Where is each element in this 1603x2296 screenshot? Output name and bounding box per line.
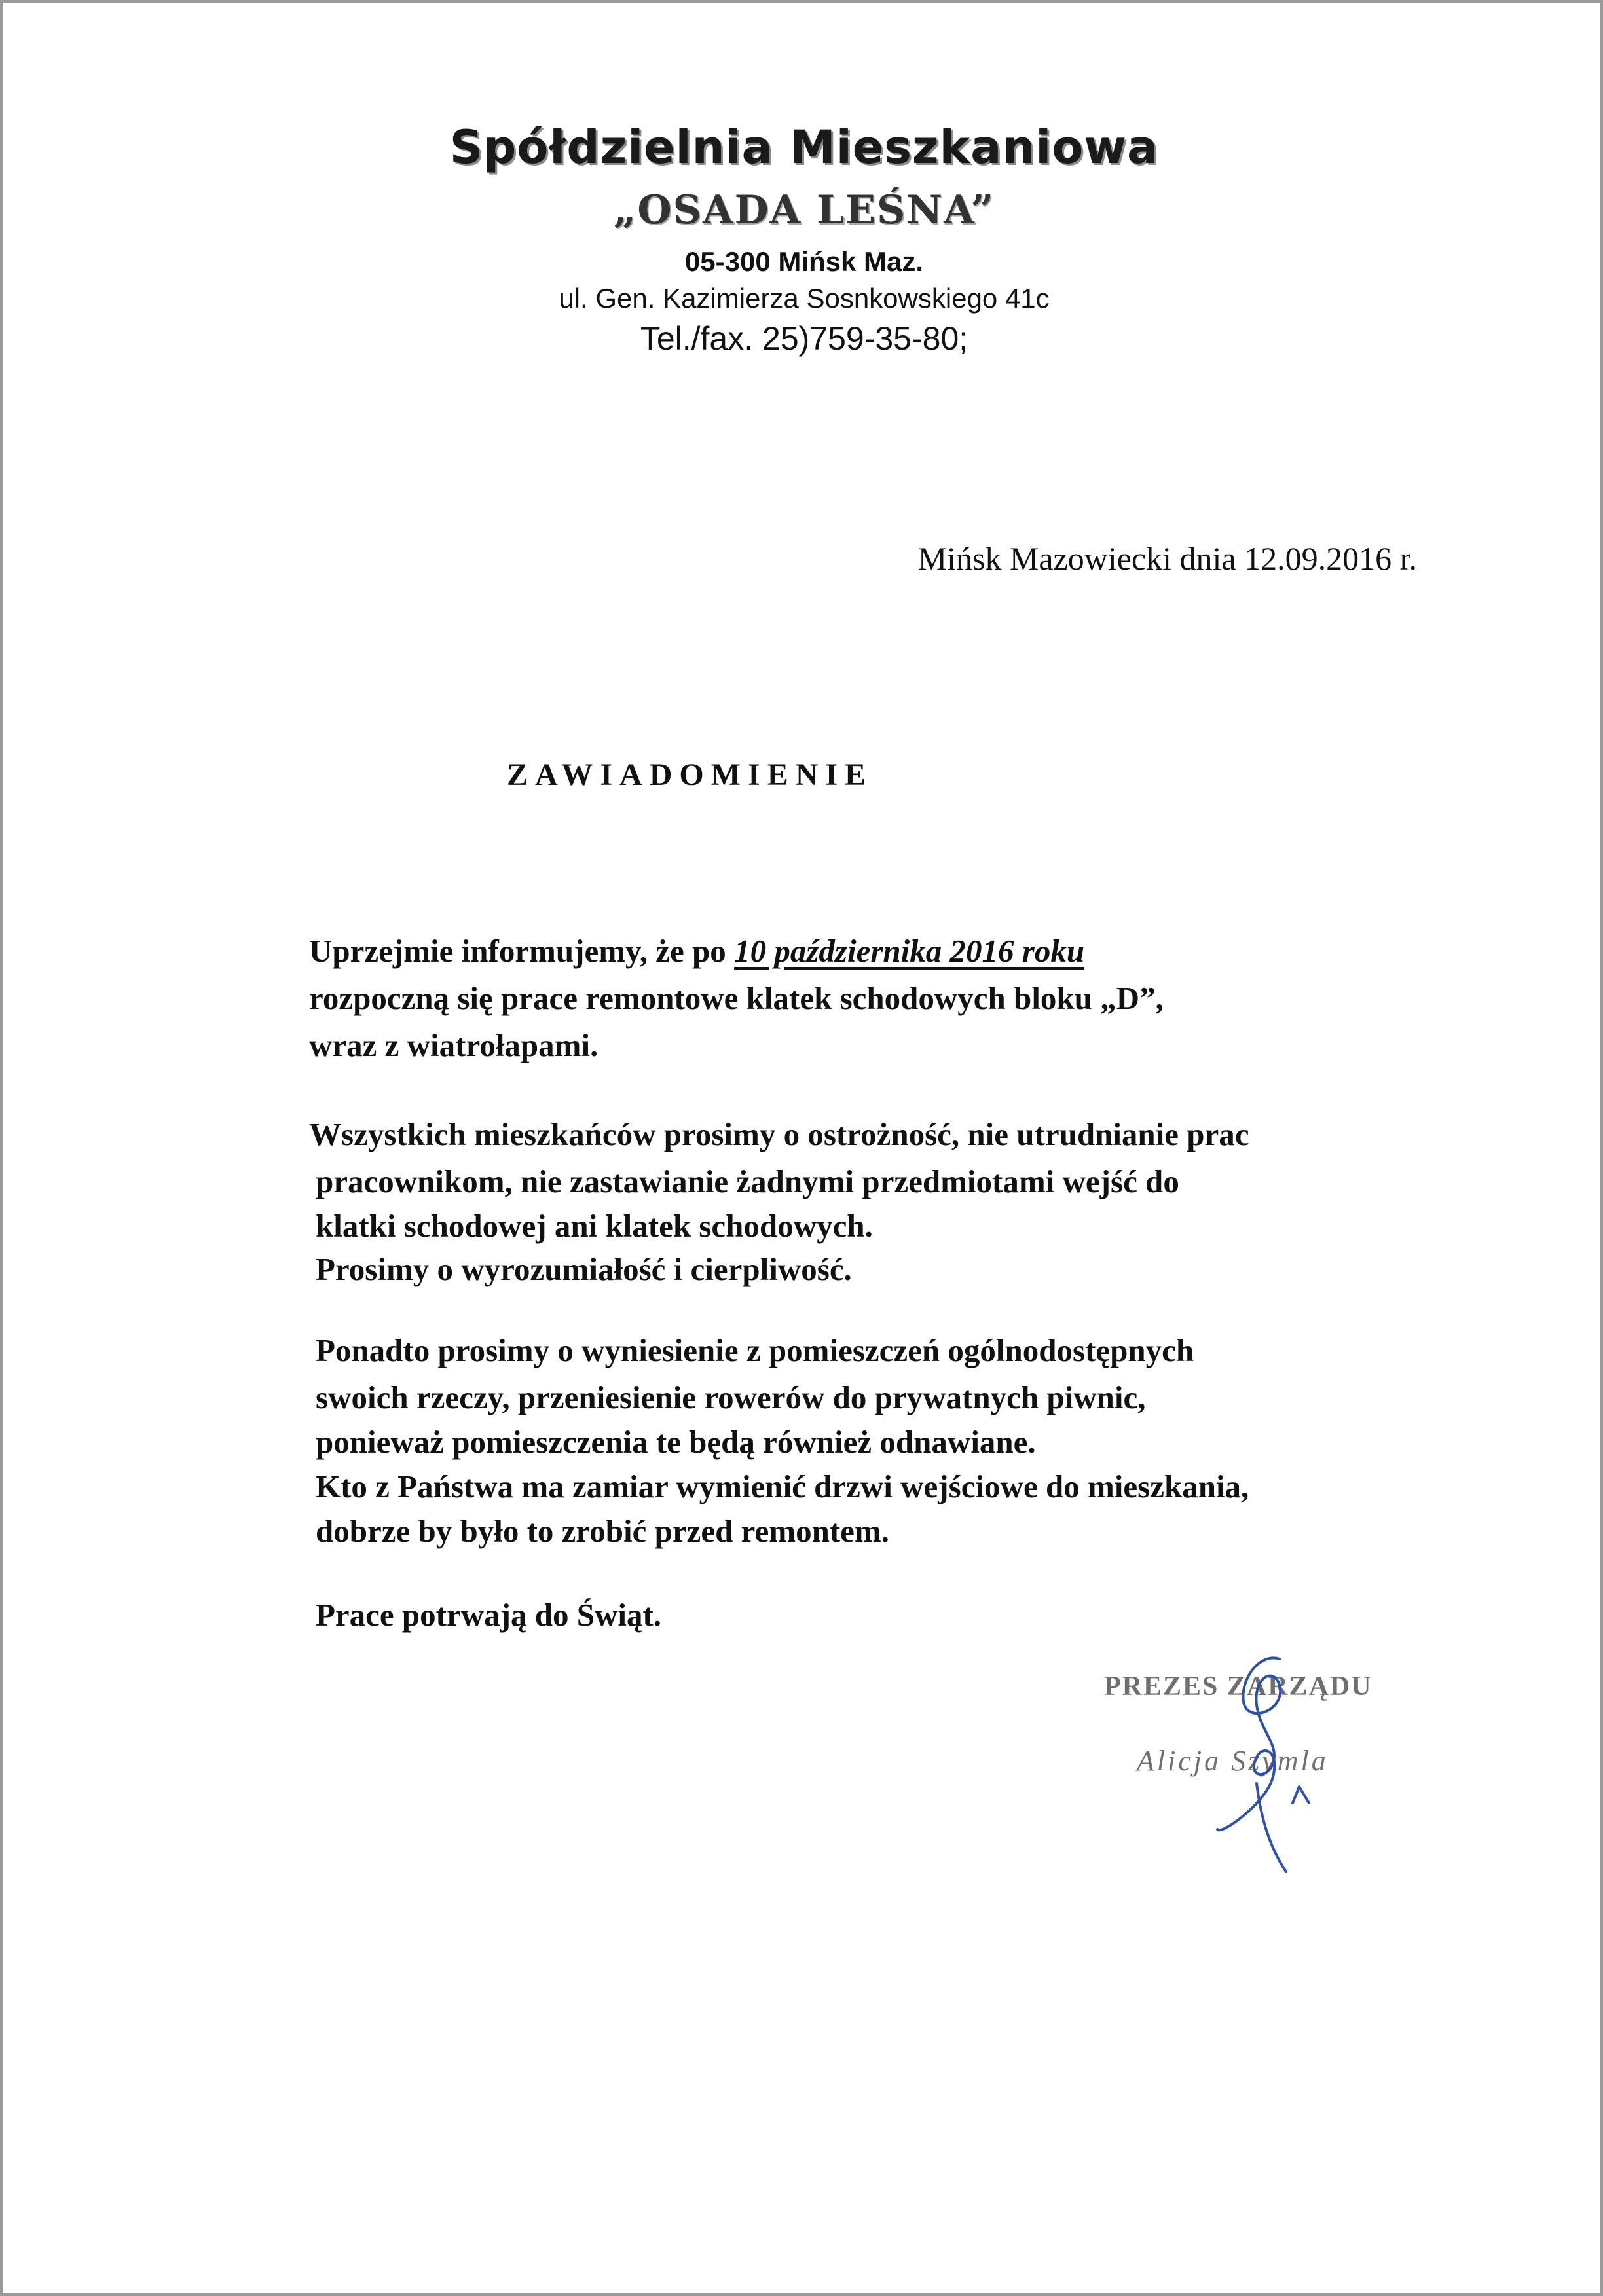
paragraph-3-line-3: ponieważ pomieszczenia te będą również odnawiane. (316, 1424, 1036, 1460)
paragraph-3-line-2: swoich rzeczy, przeniesienie rowerów do prywatnych piwnic, (316, 1379, 1146, 1415)
org-phone: Tel./fax. 25)759-35-80; (640, 320, 968, 357)
org-street-address: ul. Gen. Kazimierza Sosnkowskiego 41c (559, 283, 1050, 314)
stamp-name: Alicja Szymla (1137, 1745, 1329, 1777)
handwritten-signature (1181, 1639, 1338, 1875)
document-title: ZAWIADOMIENIE (507, 757, 874, 792)
org-name: Spółdzielnia Mieszkaniowa (449, 120, 1159, 174)
paragraph-1-line-3: wraz z wiatrołapami. (309, 1027, 599, 1063)
works-start-date: 10 października 2016 roku (734, 933, 1085, 969)
paragraph-1-line-1 (309, 932, 1084, 970)
paragraph-2-line-2: pracownikom, nie zastawianie żadnymi przedmiotami wejść do (316, 1163, 1179, 1199)
paragraph-2-line-4: Prosimy o wyrozumiałość i cierpliwość. (316, 1251, 852, 1287)
paragraph-4-line-1: Prace potrwają do Świąt. (316, 1597, 662, 1633)
paragraph-1-line-2: rozpoczną się prace remontowe klatek schodowych bloku „D”, (309, 980, 1164, 1016)
org-postal-address: 05-300 Mińsk Maz. (684, 246, 924, 277)
paragraph-3-line-5: dobrze by było to zrobić przed remontem. (316, 1513, 889, 1549)
paragraph-1-line-1-prefix: Uprzejmie informujemy, że po (309, 933, 735, 969)
paragraph-2-line-1: Wszystkich mieszkańców prosimy o ostrożność, nie utrudnianie prac (309, 1116, 1249, 1152)
place-date: Mińsk Mazowiecki dnia 12.09.2016 r. (917, 540, 1417, 577)
paragraph-3-line-1: Ponadto prosimy o wyniesienie z pomieszczeń ogólnodostępnych (316, 1332, 1194, 1368)
paragraph-3-line-4: Kto z Państwa ma zamiar wymienić drzwi wejściowe do mieszkania, (316, 1468, 1249, 1504)
stamp-title: PREZES ZARZĄDU (1104, 1671, 1373, 1702)
org-subname: „OSADA LEŚNA” (613, 187, 995, 233)
paragraph-2-line-3: klatki schodowej ani klatek schodowych. (316, 1208, 873, 1244)
